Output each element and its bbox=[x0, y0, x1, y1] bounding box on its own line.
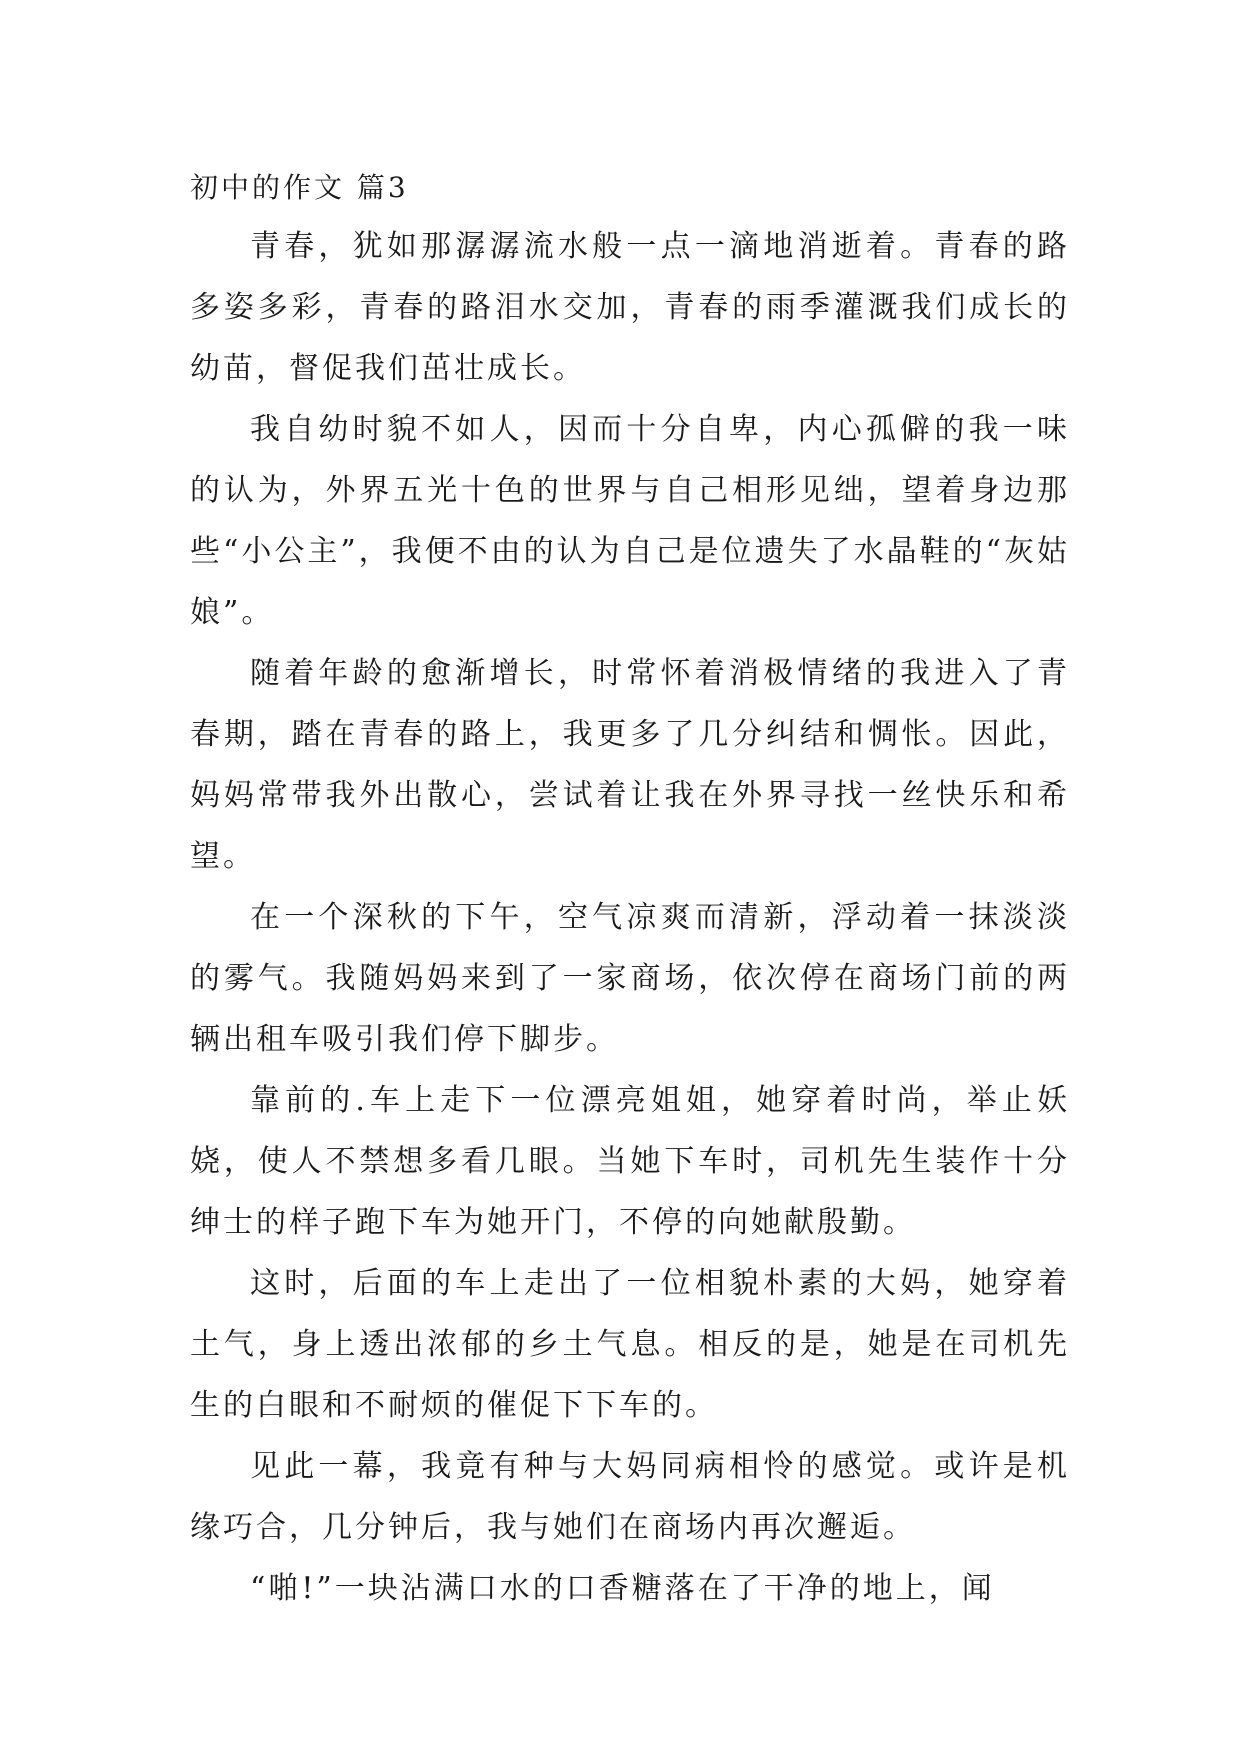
essay-body bbox=[190, 160, 1070, 1619]
paragraph-3: 随着年龄的愈渐增长，时常怀着消极情绪的我进入了青春期，踏在青春的路上，我更多了几分纠结和惆怅。因此，妈妈常带我外出散心，尝试着让我在外界寻找一丝快乐和希望。 bbox=[190, 656, 1070, 874]
paragraph-7: 见此一幕，我竟有种与大妈同病相怜的感觉。或许是机缘巧合，几分钟后，我与她们在商场内再次邂逅。 bbox=[190, 1449, 1070, 1545]
paragraph-5: 靠前的.车上走下一位漂亮姐姐，她穿着时尚，举止妖娆，使人不禁想多看几眼。当她下车时，司机先生装作十分绅士的样子跑下车为她开门，不停的向她献殷勤。 bbox=[190, 1083, 1070, 1240]
essay-title: 初中的作文 篇3 bbox=[190, 171, 409, 204]
paragraph-1: 青春，犹如那潺潺流水般一点一滴地消逝着。青春的路多姿多彩，青春的路泪水交加，青春的雨季灌溉我们成长的幼苗，督促我们茁壮成长。 bbox=[190, 229, 1070, 386]
paragraph-2: 我自幼时貌不如人，因而十分自卑，内心孤僻的我一味的认为，外界五光十色的世界与自己相形见绌，望着身边那些“小公主”，我便不由的认为自己是位遗失了水晶鞋的“灰姑娘”。 bbox=[190, 412, 1071, 630]
paragraph-8: “啪!”一块沾满口水的口香糖落在了干净的地上，闻 bbox=[250, 1571, 995, 1606]
paragraph-6: 这时，后面的车上走出了一位相貌朴素的大妈，她穿着土气，身上透出浓郁的乡土气息。相反的是，她是在司机先生的白眼和不耐烦的催促下下车的。 bbox=[190, 1266, 1070, 1423]
paragraph-4: 在一个深秋的下午，空气凉爽而清新，浮动着一抹淡淡的雾气。我随妈妈来到了一家商场，依次停在商场门前的两辆出租车吸引我们停下脚步。 bbox=[190, 900, 1070, 1057]
